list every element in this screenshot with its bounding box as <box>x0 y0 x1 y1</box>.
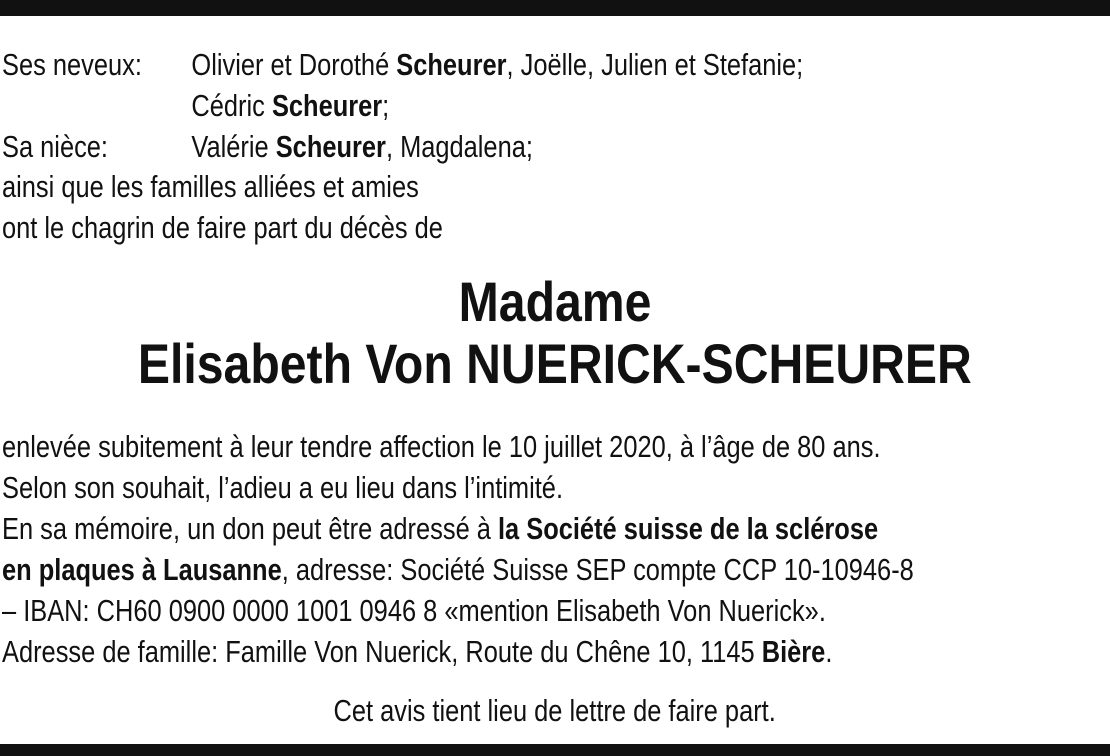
deceased-title: Madame <box>458 270 652 333</box>
nephews-row <box>2 44 803 85</box>
nephews-names-1: Olivier et Dorothé Scheurer, Joëlle, Julien et Stefanie; <box>191 47 804 82</box>
details-line-2: Selon son souhait, l’adieu a eu lieu dans l’intimité. <box>2 470 564 505</box>
top-border <box>0 0 1110 16</box>
niece-names: Valérie Scheurer, Magdalena; <box>191 129 533 164</box>
niece-label: Sa nièce: <box>2 129 108 164</box>
details-line-6: Adresse de famille: Famille Von Nuerick, Route du Chêne 10, 1145 Bière. <box>2 634 833 669</box>
announcement-line-2: ont le chagrin de faire part du décès de <box>2 210 443 245</box>
deceased-name: Elisabeth Von NUERICK-SCHEURER <box>138 332 972 395</box>
nephews-row-2 <box>2 85 803 126</box>
deceased-name-block <box>0 272 1110 394</box>
details-line-5: – IBAN: CH60 0900 0000 1001 0946 8 «mention Elisabeth Von Nuerick». <box>2 593 826 628</box>
details-line-4: en plaques à Lausanne, adresse: Société Suisse SEP compte CCP 10-10946-8 <box>2 552 914 587</box>
details-line-1: enlevée subitement à leur tendre affection le 10 juillet 2020, à l’âge de 80 ans. <box>2 429 881 464</box>
announcement-text <box>2 166 443 248</box>
bottom-border <box>0 744 1110 756</box>
details-text <box>2 426 914 672</box>
details-line-3: En sa mémoire, un don peut être adressé à la Société suisse de la sclérose <box>2 511 879 546</box>
niece-row <box>2 126 803 167</box>
family-list <box>2 44 803 167</box>
closing-note: Cet avis tient lieu de lettre de faire part. <box>333 693 777 728</box>
nephews-label: Ses neveux: <box>2 47 142 82</box>
nephews-names-2: Cédric Scheurer; <box>191 88 390 123</box>
announcement-line-1: ainsi que les familles alliées et amies <box>2 169 419 204</box>
